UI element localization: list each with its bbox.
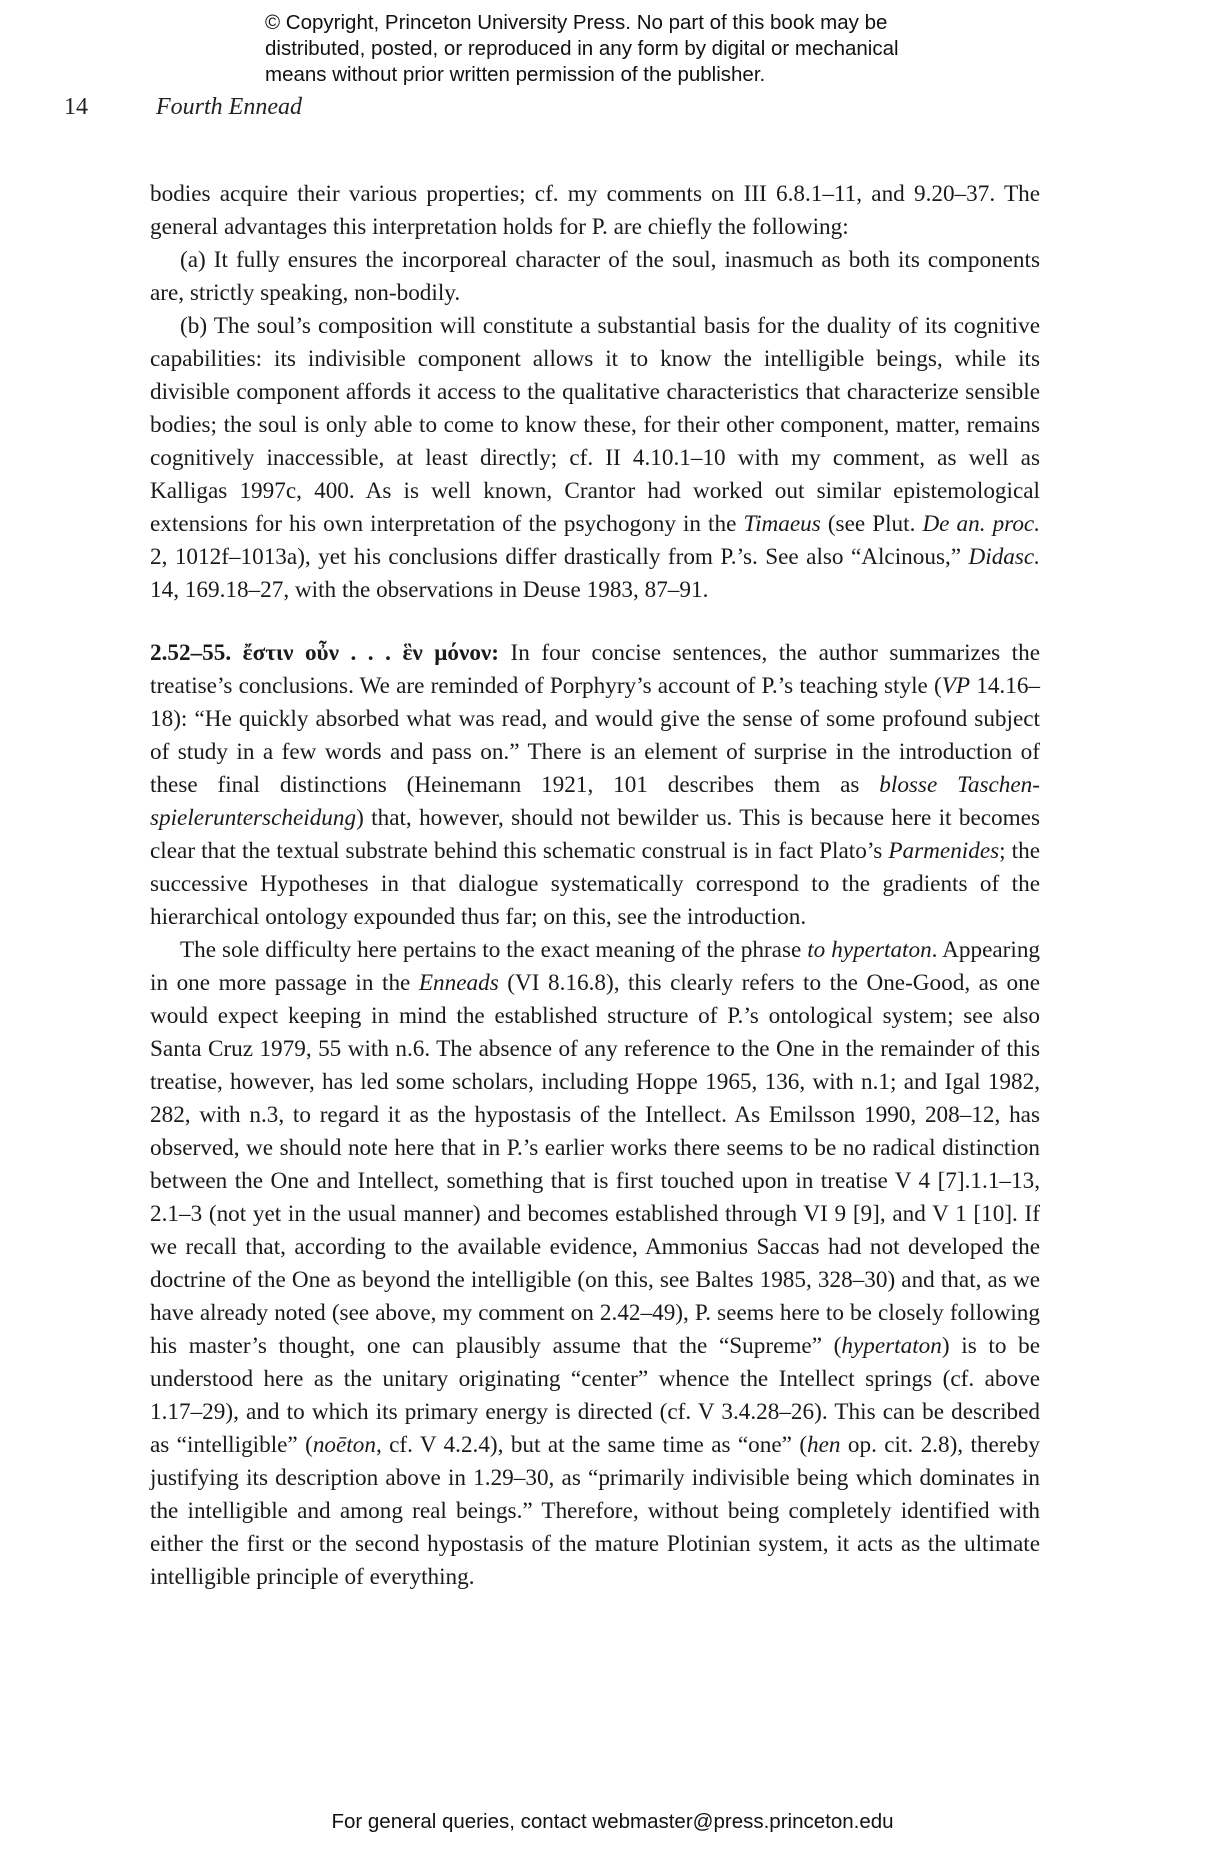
text-run: The sole difficulty here pertains to the exact meaning of the phrase	[180, 937, 808, 963]
italic-run: noēton	[312, 1432, 376, 1458]
text-run: op. cit. 2.8), thereby justifying its description above in 1.29–30, as “primarily indivisible being which dominates in the intelligible and among real beings.” Therefore, without being completely identified with either the first or the second hypostasis of the mature Plotinian system, it acts as the ultimate intelligible principle of everything.	[150, 1432, 1040, 1590]
text-run: (VI 8.16.8), this clearly refers to the One-Good, as one would expect keeping in mind the established structure of P.’s ontological system; see also Santa Cruz 1979, 55 with n.6. The absence of any reference to the One in the remainder of this treatise, however, has led some scholars, including Hoppe 1965, 136, with n.1; and Igal 1982, 282, with n.3, to regard it as the hypostasis of the Intellect. As Emilsson 1990, 208–12, has observed, we should note here that in P.’s earlier works there seems to be no radical distinction between the One and Intellect, something that is first touched upon in treatise V 4 [7].1.1–13, 2.1–3 (not yet in the usual manner) and becomes established through VI 9 [9], and V 1 [10]. If we recall that, according to the available evidence, Ammonius Saccas had not developed the doctrine of the One as beyond the intelligible (on this, see Baltes 1985, 328–30) and that, as we have already noted (see above, my comment on 2.42–49), P. seems here to be closely following his master’s thought, one can plausibly assume that the “Supreme” (	[150, 970, 1040, 1359]
copyright-line-3: means without prior written permission of the publisher.	[265, 63, 766, 86]
italic-run: to hypertaton	[807, 937, 932, 963]
italic-run: hen	[807, 1432, 841, 1458]
text-run: (see Plut.	[820, 511, 923, 537]
italic-run: hypertaton	[841, 1333, 942, 1359]
lemma: 2.52–55. ἔστιν οὖν . . . ἓν μόνον:	[150, 640, 500, 666]
text-run: 14.16–18): “He quickly absorbed what was read, and would give the sense of some profound subject of study in a few words and pass on.” There is an element of surprise in the introduction of these final distinctions (Heinemann 1921, 101 describes them as	[150, 673, 1041, 798]
italic-run: VP	[941, 673, 971, 699]
italic-run: Didasc.	[968, 544, 1040, 570]
copyright-line-1: © Copyright, Princeton University Press. No part of this book may be	[265, 11, 888, 34]
text-run: ) that, however, should not bewilder us. This is because here it becomes clear that the textual substrate behind this schematic construal is in fact Plato’s	[150, 805, 1040, 864]
italic-run: Timaeus	[743, 511, 821, 537]
text-run: . Appearing in one more passage in the	[150, 937, 1041, 996]
italic-run: blosse Taschenspielerunterscheidung	[150, 772, 1040, 831]
italic-run: Enneads	[418, 970, 499, 996]
paragraph-1: bodies acquire their various properties; cf. my comments on III 6.8.1–11, and 9.20–37. The general advantages this interpretation holds for P. are chiefly the following:	[150, 181, 1040, 240]
copyright-notice	[265, 10, 965, 88]
text-run: ) is to be understood here as the unitary originating “center” whence the Intellect springs (cf. above 1.17–29), and to which its primary energy is directed (cf. V 3.4.28–26). This can be described as “intelligible” (	[150, 1333, 1041, 1458]
footer-contact: For general queries, contact webmaster@press.princeton.edu	[331, 1810, 894, 1833]
italic-run: Parmenides	[888, 838, 1000, 864]
book-title: Fourth Ennead	[156, 94, 302, 120]
running-head	[64, 94, 302, 121]
paragraph-2: (a) It fully ensures the incorporeal character of the soul, inasmuch as both its components are, strictly speaking, non-bodily.	[150, 247, 1040, 306]
text-run: , cf. V 4.2.4), but at the same time as “one” (	[375, 1432, 808, 1458]
page-number: 14	[64, 94, 88, 120]
italic-run: De an. proc.	[922, 511, 1041, 537]
text-run: (b) The soul’s composition will constitute a substantial basis for the duality of its cognitive capabilities: its indivisible component allows it to know the intelligible beings, while its divisible component affords it access to the qualitative characteristics that characterize sensible bodies; the soul is only able to come to know these, for their other component, matter, remains cognitively inaccessible, at least directly; cf. II 4.10.1–10 with my comment, as well as Kalligas 1997c, 400. As is well known, Crantor had worked out similar epistemological extensions for his own interpretation of the psychogony in the	[150, 313, 1040, 537]
paragraph-5	[150, 934, 1040, 1594]
text-run: In four concise sentences, the author summarizes the treatise’s conclusions. We are reminded of Porphyry’s account of P.’s teaching style (	[150, 640, 1040, 699]
copyright-line-2: distributed, posted, or reproduced in any form by digital or mechanical	[265, 37, 899, 60]
text-run: 2, 1012f–1013a), yet his conclusions differ drastically from P.’s. See also “Alcinous,”	[150, 544, 969, 570]
body-text	[150, 178, 1040, 1594]
text-run: ; the successive Hypotheses in that dialogue systematically correspond to the gradients of the hierarchical ontology expounded thus far; on this, see the introduction.	[150, 838, 1040, 930]
paragraph-4	[150, 637, 1040, 934]
paragraph-3	[150, 310, 1040, 607]
text-run: 14, 169.18–27, with the observations in Deuse 1983, 87–91.	[150, 577, 709, 603]
